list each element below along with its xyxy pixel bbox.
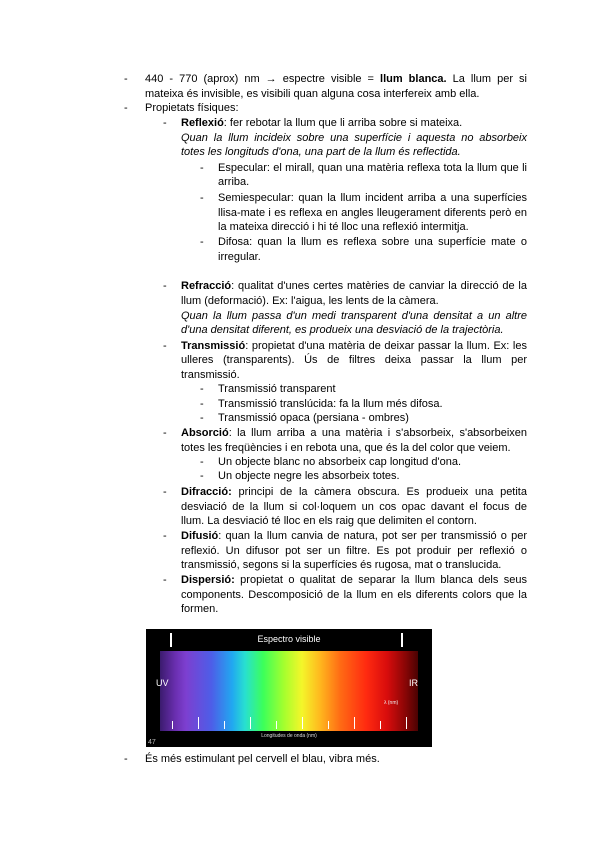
- spectrum-axis-ticks: [160, 711, 418, 729]
- dispersio-line-3: formen.: [181, 603, 219, 615]
- transmissio-sub-2: Transmissió translúcida: fa la llum més difosa.: [218, 398, 443, 410]
- sub-bullet-dash: -: [200, 398, 204, 410]
- bullet-dash: -: [163, 574, 167, 586]
- refraccio-line-1: Refracció: qualitat d'unes certes matèries de canviar la direcció de la: [181, 280, 527, 292]
- spectrum-tick: [302, 717, 303, 729]
- spectrum-tick: [224, 721, 225, 729]
- reflexio-especular-2: arriba.: [218, 176, 250, 188]
- transmissio-sub-1: Transmissió transparent: [218, 383, 336, 395]
- spectrum-tick: [276, 721, 277, 729]
- spectrum-tick: [172, 721, 173, 729]
- spectrum-tick: [354, 717, 355, 729]
- bullet-dash: -: [163, 340, 167, 352]
- absorcio-sub-2: Un objecte negre les absorbeix totes.: [218, 470, 400, 482]
- bullet-dash: -: [163, 117, 167, 129]
- intro-line-1: 440 - 770 (aprox) nm → espectre visible = llum blanca. La llum per si: [145, 73, 527, 85]
- spectrum-tick: [380, 721, 381, 729]
- sub-bullet-dash: -: [200, 456, 204, 468]
- bullet-dash: -: [163, 427, 167, 439]
- bullet-dash: -: [163, 486, 167, 498]
- transmissio-line-3: transmissió.: [181, 369, 240, 381]
- bullet-dash: -: [124, 102, 128, 114]
- spectrum-ir-label: IR: [409, 678, 418, 688]
- spectrum-tick: [406, 717, 407, 729]
- reflexio-semiespecular-3: la mateixa direcció i hi té lloc una reflexió intermitja.: [218, 221, 469, 233]
- transmissio-sub-3: Transmissió opaca (persiana - ombres): [218, 412, 409, 424]
- reflexio-italic-2: totes les longituds d'ona, una part de la llum és reflectida.: [181, 146, 461, 158]
- reflexio-semiespecular-2: llisa-mate i es reflexa en angles lleugerament diferents però en: [218, 207, 527, 219]
- reflexio-difosa-1: Difosa: quan la llum es reflexa sobre una superfície mate o: [218, 236, 527, 248]
- visible-spectrum-figure: [146, 629, 432, 747]
- difraccio-line-2: desviació de la llum si col·loquem un cos opac davant el focus de: [181, 501, 527, 513]
- difusio-line-2: reflexió. Un difusor pot ser un filtre. Es pot produir per reflexió o: [181, 545, 527, 557]
- sub-bullet-dash: -: [200, 192, 204, 204]
- props-header: Propietats físiques:: [145, 102, 239, 114]
- refraccio-italic-2: d'una densitat diferent, es produeix una desviació de la trajectòria.: [181, 324, 504, 336]
- absorcio-sub-1: Un objecte blanc no absorbeix cap longitud d'ona.: [218, 456, 462, 468]
- spectrum-uv-label: UV: [156, 678, 169, 688]
- reflexio-difosa-2: irregular.: [218, 251, 261, 263]
- transmissio-line-2: ulleres (transparents). Ús de filtres deixa passar la llum per: [181, 354, 527, 366]
- spectrum-axis-label: Longitudes de onda (nm): [261, 733, 317, 739]
- sub-bullet-dash: -: [200, 412, 204, 424]
- spectrum-tick: [250, 717, 251, 729]
- sub-bullet-dash: -: [200, 162, 204, 174]
- difraccio-line-3: llum. La desviació té lloc en els raig que delimiten el contorn.: [181, 515, 477, 527]
- difraccio-line-1: Difracció: principi de la càmera obscura. Es produeix una petita: [181, 486, 527, 498]
- spectrum-corner-mark: 47: [148, 739, 156, 746]
- sub-bullet-dash: -: [200, 236, 204, 248]
- difusio-line-3: transmissió, segons si la superfícies és rugosa, mat o translucida.: [181, 559, 502, 571]
- bullet-dash: -: [163, 280, 167, 292]
- spectrum-tick: [198, 717, 199, 729]
- refraccio-italic-1: Quan la llum passa d'un medi transparent d'una densitat a un altre: [181, 310, 527, 322]
- absorcio-line-2: totes les freqüències i en rebota una, que és la del color que veiem.: [181, 442, 511, 454]
- difusio-line-1: Difusió: quan la llum canvia de natura, pot ser per transmissió o per: [181, 530, 527, 542]
- sub-bullet-dash: -: [200, 383, 204, 395]
- intro-line-2: mateixa és invisible, es visibili quan alguna cosa interfereix amb ella.: [145, 88, 480, 100]
- reflexio-line-1: Reflexió: fer rebotar la llum que li arriba sobre si mateixa.: [181, 117, 463, 129]
- reflexio-especular-1: Especular: el mirall, quan una matèria reflexa tota la llum que li: [218, 162, 527, 174]
- bullet-dash: -: [124, 753, 128, 765]
- reflexio-semiespecular-1: Semiespecular: quan la llum incident arriba a una superfícies: [218, 192, 527, 204]
- spectrum-tick: [328, 721, 329, 729]
- spectrum-title: Espectro visible: [257, 634, 321, 644]
- reflexio-italic-1: Quan la llum incideix sobre una superfície i aquesta no absorbeix: [181, 132, 527, 144]
- bullet-dash: -: [124, 73, 128, 85]
- closing-line: És més estimulant pel cervell el blau, vibra més.: [145, 753, 380, 765]
- dispersio-line-2: components. Descomposició de la llum en els diferents colors que la: [181, 589, 527, 601]
- bullet-dash: -: [163, 530, 167, 542]
- refraccio-line-2: llum (deformació). Ex: l'aigua, les lents de la càmera.: [181, 295, 439, 307]
- absorcio-line-1: Absorció: la llum arriba a una matèria i s'absorbeix, s'absorbeixen: [181, 427, 527, 439]
- transmissio-line-1: Transmissió: propietat d'una matèria de deixar passar la llum. Ex: les: [181, 340, 527, 352]
- sub-bullet-dash: -: [200, 470, 204, 482]
- spectrum-nm-label: λ (nm): [384, 700, 399, 706]
- dispersio-line-1: Dispersió: propietat o qualitat de separar la llum blanca dels seus: [181, 574, 527, 586]
